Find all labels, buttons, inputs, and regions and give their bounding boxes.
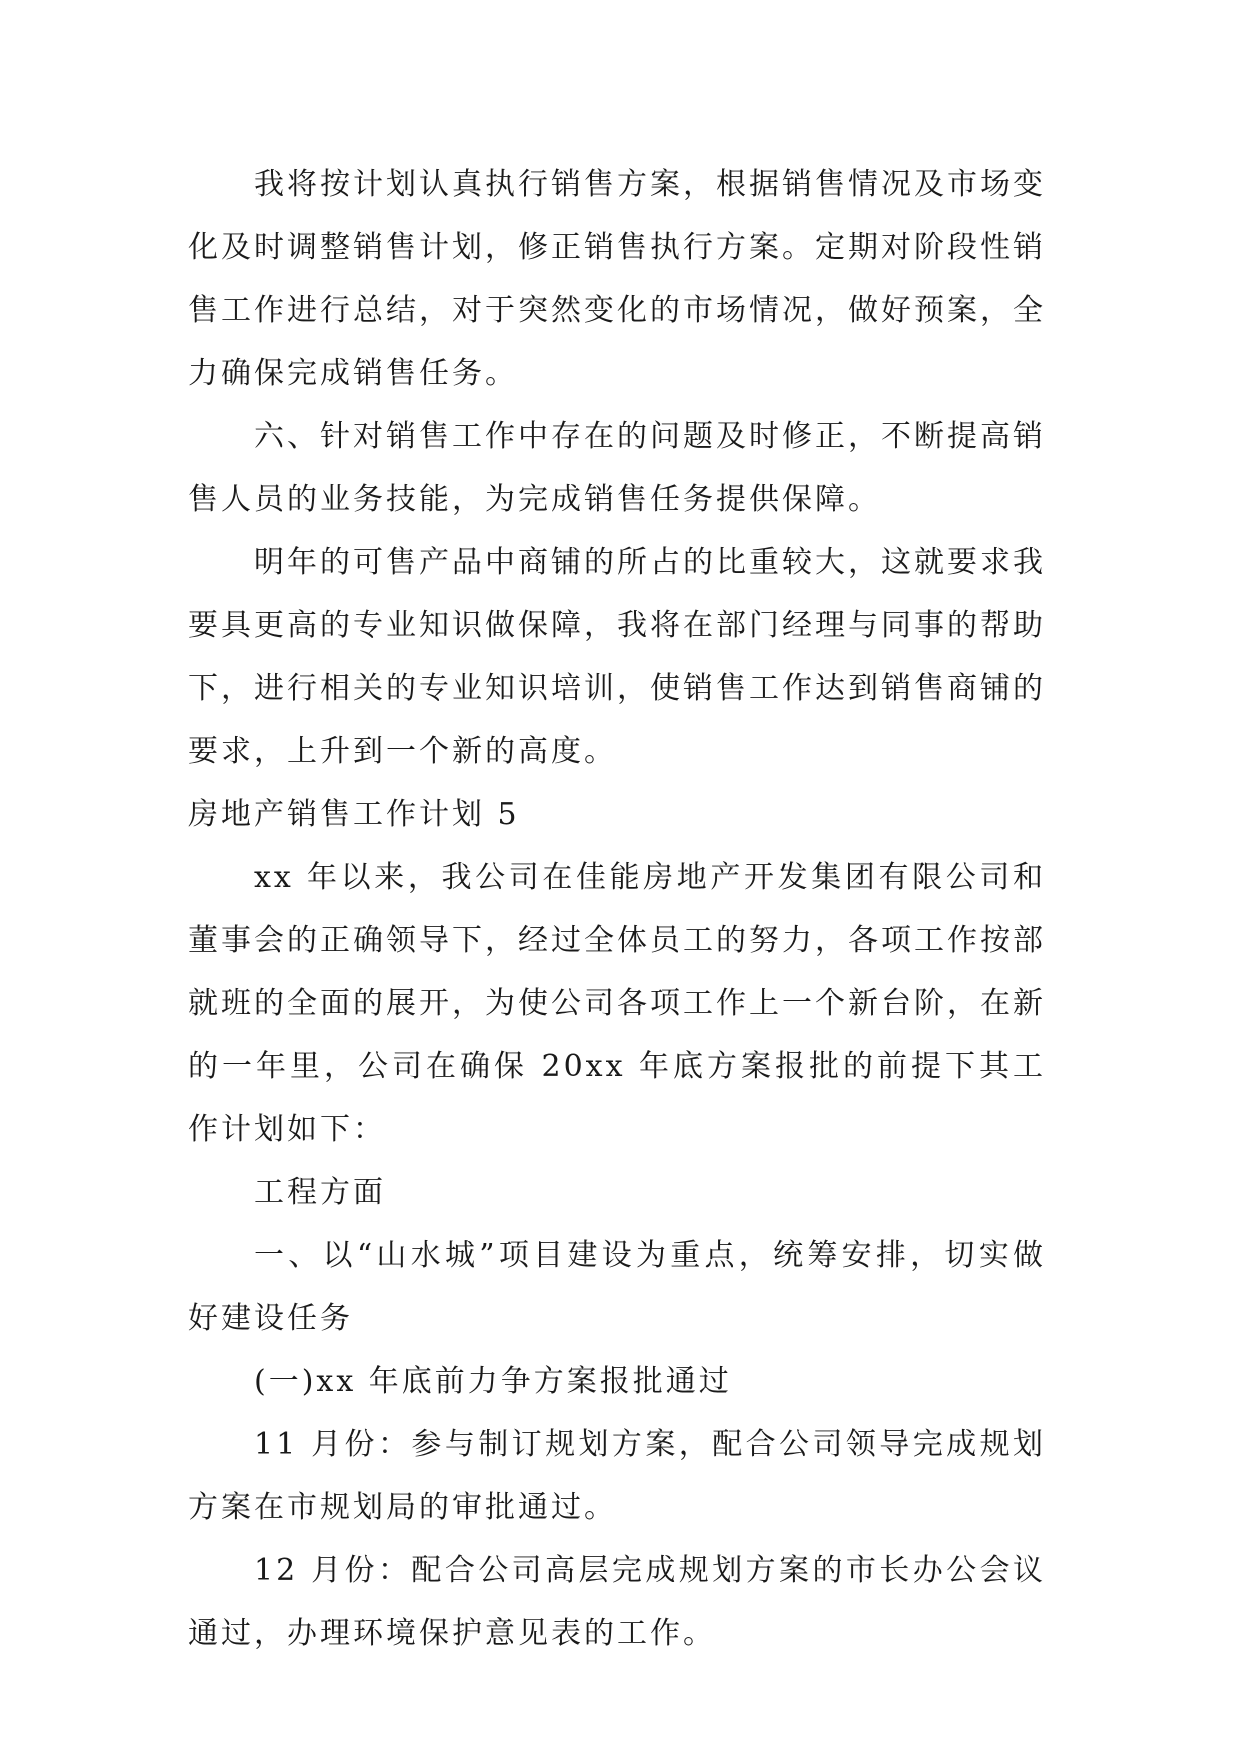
section-heading: 房地产销售工作计划 5 xyxy=(188,797,520,832)
paragraph-engineering: 工程方面 xyxy=(254,1175,386,1210)
paragraph-intro: xx 年以来，我公司在佳能房地产开发集团有限公司和董事会的正确领导下，经过全体员工的努力，各项工作按部就班的全面的展开，为使公司各项工作上一个新台阶，在新的一年里，公司在确保 20xx 年底方案报批的前提下其工作计划如下： xyxy=(188,860,1046,1147)
paragraph-item-one: 一、以“山水城”项目建设为重点，统筹安排，切实做好建设任务 xyxy=(188,1238,1046,1336)
paragraph-next-year: 明年的可售产品中商铺的所占的比重较大，这就要求我要具更高的专业知识做保障，我将在部门经理与同事的帮助下，进行相关的专业知识培训，使销售工作达到销售商铺的要求，上升到一个新的高度。 xyxy=(188,545,1046,769)
paragraph-item-six: 六、针对销售工作中存在的问题及时修正，不断提高销售人员的业务技能，为完成销售任务提供保障。 xyxy=(188,419,1046,517)
paragraph-subitem-one: (一)xx 年底前力争方案报批通过 xyxy=(254,1364,732,1399)
paragraph-sales-execution: 我将按计划认真执行销售方案，根据销售情况及市场变化及时调整销售计划，修正销售执行方案。定期对阶段性销售工作进行总结，对于突然变化的市场情况，做好预案，全力确保完成销售任务。 xyxy=(188,167,1046,391)
paragraph-november: 11 月份：参与制订规划方案，配合公司领导完成规划方案在市规划局的审批通过。 xyxy=(188,1427,1046,1525)
document-body xyxy=(188,153,1046,1665)
paragraph-december: 12 月份：配合公司高层完成规划方案的市长办公会议通过，办理环境保护意见表的工作。 xyxy=(188,1553,1046,1651)
